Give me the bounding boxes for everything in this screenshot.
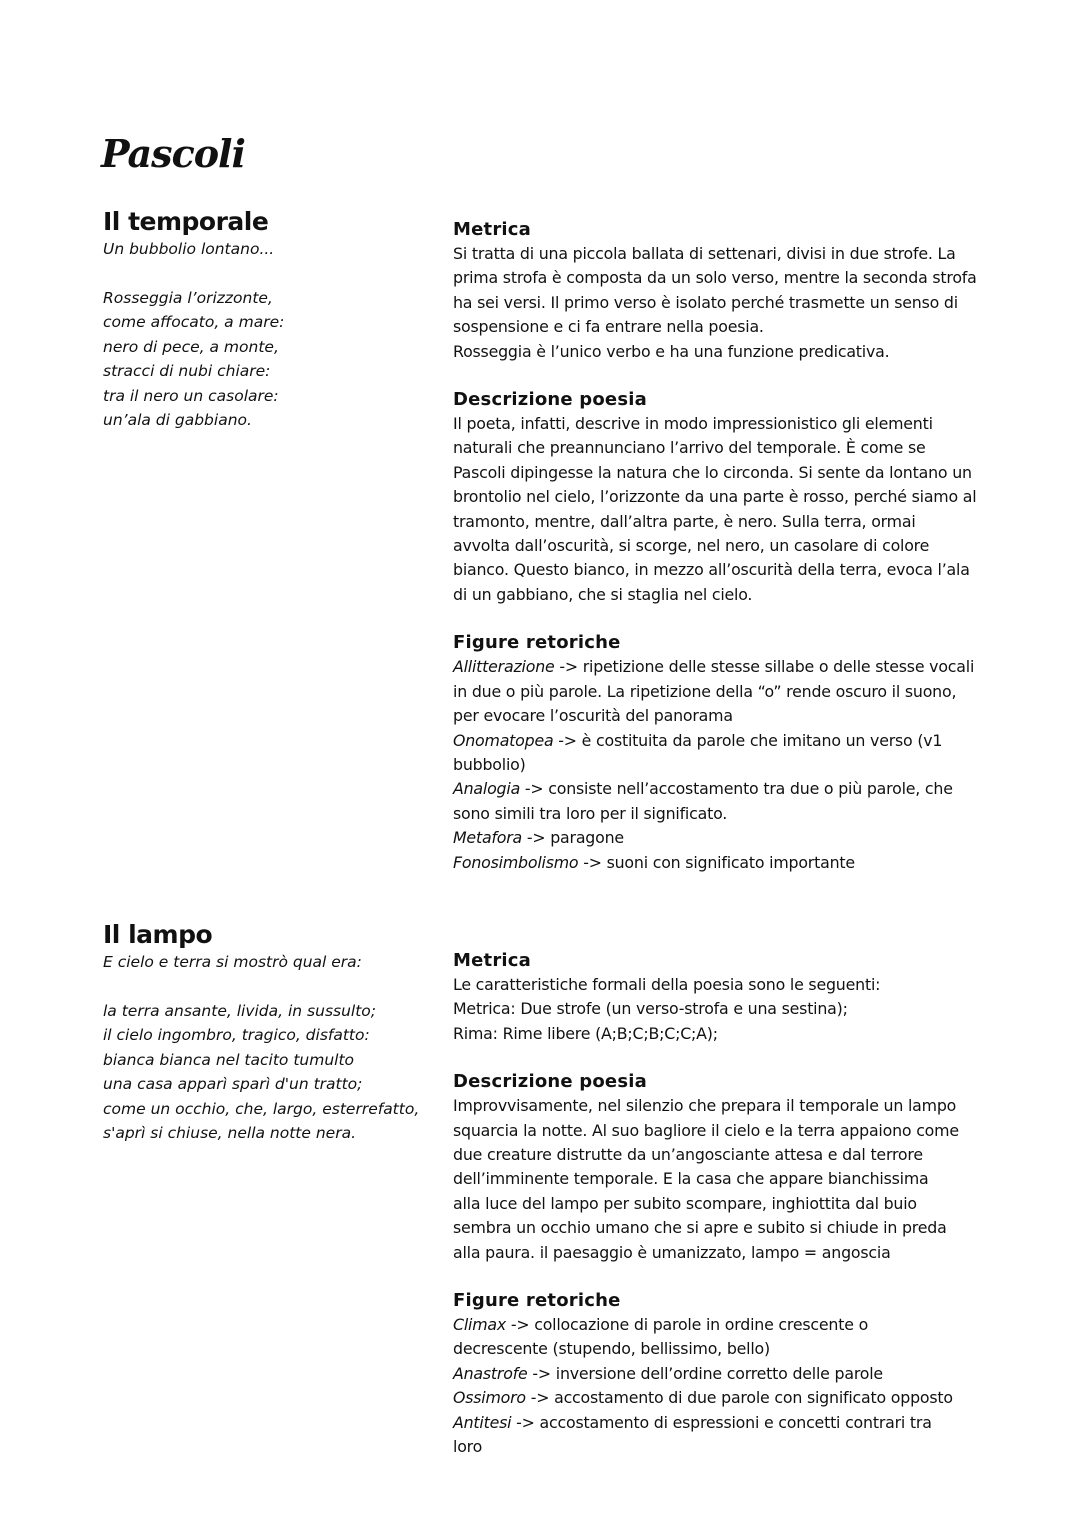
text-line: bubbolio) bbox=[453, 754, 526, 774]
text-line: sembra un occhio umano che si apre e subito si chiude in preda bbox=[453, 1218, 947, 1238]
section-descrizione bbox=[453, 388, 1013, 607]
figure-definition: inversione dell’ordine corretto delle parole bbox=[555, 1363, 883, 1383]
section-heading: Metrica bbox=[453, 950, 531, 971]
figure-term: Onomatopea bbox=[453, 730, 554, 750]
poem-verse: la terra ansante, livida, in sussulto; bbox=[103, 1001, 377, 1020]
arrow-separator: -> bbox=[554, 657, 583, 677]
figure-item bbox=[453, 729, 1013, 753]
figure-item bbox=[453, 655, 1013, 679]
text-line: prima strofa è composta da un solo verso, mentre la seconda strofa bbox=[453, 268, 977, 288]
text-line: brontolio nel cielo, l’orizzonte da una parte è rosso, perché siamo al bbox=[453, 487, 977, 507]
arrow-separator: -> bbox=[527, 1363, 556, 1383]
figure-item bbox=[453, 826, 1013, 850]
poem-verse: un’ala di gabbiano. bbox=[103, 411, 252, 429]
section-heading: Descrizione poesia bbox=[453, 1071, 647, 1093]
poem-text-lampo bbox=[103, 920, 433, 1146]
text-line: dell’imminente temporale. E la casa che appare bianchissima bbox=[453, 1169, 929, 1189]
text-line: Il poeta, infatti, descrive in modo impressionistico gli elementi bbox=[453, 414, 933, 434]
section-metrica bbox=[453, 218, 1013, 364]
poem-verse: s'aprì si chiuse, nella notte nera. bbox=[103, 1124, 357, 1142]
section-descrizione bbox=[453, 1070, 1013, 1265]
poem-first-verse: Un bubbolio lontano... bbox=[103, 240, 275, 258]
text-line: Improvvisamente, nel silenzio che prepara il temporale un lampo bbox=[453, 1096, 957, 1116]
figure-item bbox=[453, 1411, 1013, 1435]
poem-title: Il lampo bbox=[103, 920, 213, 949]
poem-verse: nero di pece, a monte, bbox=[103, 337, 279, 356]
text-line: ha sei versi. Il primo verso è isolato perché trasmette un senso di bbox=[453, 292, 958, 312]
section-heading: Figure retoriche bbox=[453, 632, 621, 654]
poem-verse: stracci di nubi chiare: bbox=[103, 362, 271, 380]
arrow-separator: -> bbox=[506, 1315, 535, 1335]
figure-term: Antitesi bbox=[453, 1412, 512, 1432]
figure-item bbox=[453, 777, 1013, 801]
text-line: Le caratteristiche formali della poesia sono le seguenti: bbox=[453, 975, 881, 994]
section-metrica bbox=[453, 949, 1013, 1046]
text-line: alla luce del lampo per subito scompare, inghiottita dal buio bbox=[453, 1193, 917, 1213]
arrow-separator: -> bbox=[522, 828, 551, 848]
poem-title: Il temporale bbox=[103, 207, 269, 236]
figure-term: Analogia bbox=[453, 779, 521, 799]
section-heading: Descrizione poesia bbox=[453, 389, 647, 411]
text-line: naturali che preannunciano l’arrivo del temporale. È come se bbox=[453, 438, 926, 458]
text-line: alla paura. il paesaggio è umanizzato, lampo = angoscia bbox=[453, 1242, 891, 1262]
figure-term: Metafora bbox=[453, 828, 523, 848]
figure-item bbox=[453, 1313, 1013, 1337]
figure-definition: suoni con significato importante bbox=[606, 852, 855, 872]
text-line: bianco. Questo bianco, in mezzo all’oscurità della terra, evoca l’ala bbox=[453, 560, 970, 580]
figure-definition: accostamento di espressioni e concetti contrari tra bbox=[539, 1412, 932, 1432]
figure-definition: collocazione di parole in ordine crescente o bbox=[534, 1315, 869, 1335]
text-line: Pascoli dipingesse la natura che lo circonda. Si sente da lontano un bbox=[453, 462, 972, 482]
figure-definition: ripetizione delle stesse sillabe o delle stesse vocali bbox=[582, 657, 975, 677]
poem-first-verse: E cielo e terra si mostrò qual era: bbox=[103, 953, 362, 971]
text-line: in due o più parole. La ripetizione della “o” rende oscuro il suono, bbox=[453, 681, 957, 701]
arrow-separator: -> bbox=[511, 1412, 540, 1432]
figure-item bbox=[453, 1386, 1013, 1410]
poem-verse: come un occhio, che, largo, esterrefatto, bbox=[103, 1099, 420, 1118]
page-title: Pascoli bbox=[101, 131, 245, 176]
arrow-separator: -> bbox=[578, 852, 607, 872]
poem-verse: bianca bianca nel tacito tumulto bbox=[103, 1050, 355, 1069]
figure-definition: accostamento di due parole con significato opposto bbox=[554, 1388, 953, 1408]
figure-term: Ossimoro bbox=[453, 1388, 526, 1408]
text-line: avvolta dall’oscurità, si scorge, nel nero, un casolare di colore bbox=[453, 536, 930, 556]
text-line: due creature distrutte da un’angosciante attesa e dal terrore bbox=[453, 1145, 923, 1165]
figure-term: Allitterazione bbox=[453, 657, 555, 677]
poem-verse: Rosseggia l’orizzonte, bbox=[103, 288, 273, 307]
text-line: decrescente (stupendo, bellissimo, bello) bbox=[453, 1339, 770, 1359]
poem-verse: il cielo ingombro, tragico, disfatto: bbox=[103, 1026, 370, 1044]
arrow-separator: -> bbox=[520, 779, 549, 799]
poem-verse: una casa apparì sparì d'un tratto; bbox=[103, 1075, 363, 1093]
text-line: Rosseggia è l’unico verbo e ha una funzione predicativa. bbox=[453, 341, 890, 361]
figure-term: Climax bbox=[453, 1315, 507, 1335]
section-figure-retoriche bbox=[453, 631, 1013, 875]
figure-term: Anastrofe bbox=[453, 1363, 528, 1383]
poem-verse: come affocato, a mare: bbox=[103, 313, 285, 331]
text-line: sospensione e ci fa entrare nella poesia. bbox=[453, 317, 764, 337]
section-figure-retoriche bbox=[453, 1289, 1013, 1459]
section-heading: Metrica bbox=[453, 219, 531, 240]
text-line: squarcia la notte. Al suo bagliore il cielo e la terra appaiono come bbox=[453, 1120, 959, 1140]
arrow-separator: -> bbox=[553, 730, 582, 750]
text-line: tramonto, mentre, dall’altra parte, è nero. Sulla terra, ormai bbox=[453, 511, 916, 531]
poem-verse: tra il nero un casolare: bbox=[103, 386, 279, 405]
figure-definition: paragone bbox=[550, 828, 624, 848]
text-line: di un gabbiano, che si staglia nel cielo. bbox=[453, 584, 753, 604]
text-line: loro bbox=[453, 1437, 483, 1457]
text-line: Metrica: Due strofe (un verso-strofa e una sestina); bbox=[453, 999, 848, 1019]
poem-text-temporale bbox=[103, 207, 433, 433]
figure-item bbox=[453, 1362, 1013, 1386]
figure-term: Fonosimbolismo bbox=[453, 852, 579, 872]
figure-definition: è costituita da parole che imitano un verso (v1 bbox=[581, 730, 943, 750]
section-heading: Figure retoriche bbox=[453, 1290, 621, 1312]
text-line: sono simili tra loro per il significato. bbox=[453, 803, 728, 823]
analysis-lampo bbox=[453, 949, 1013, 1484]
analysis-temporale bbox=[453, 218, 1013, 899]
text-line: Si tratta di una piccola ballata di settenari, divisi in due strofe. La bbox=[453, 244, 956, 263]
figure-definition: consiste nell’accostamento tra due o più parole, che bbox=[548, 779, 953, 799]
text-line: Rima: Rime libere (A;B;C;B;C;C;A); bbox=[453, 1023, 718, 1043]
arrow-separator: -> bbox=[525, 1388, 555, 1408]
text-line: per evocare l’oscurità del panorama bbox=[453, 706, 733, 726]
figure-item bbox=[453, 851, 1013, 875]
